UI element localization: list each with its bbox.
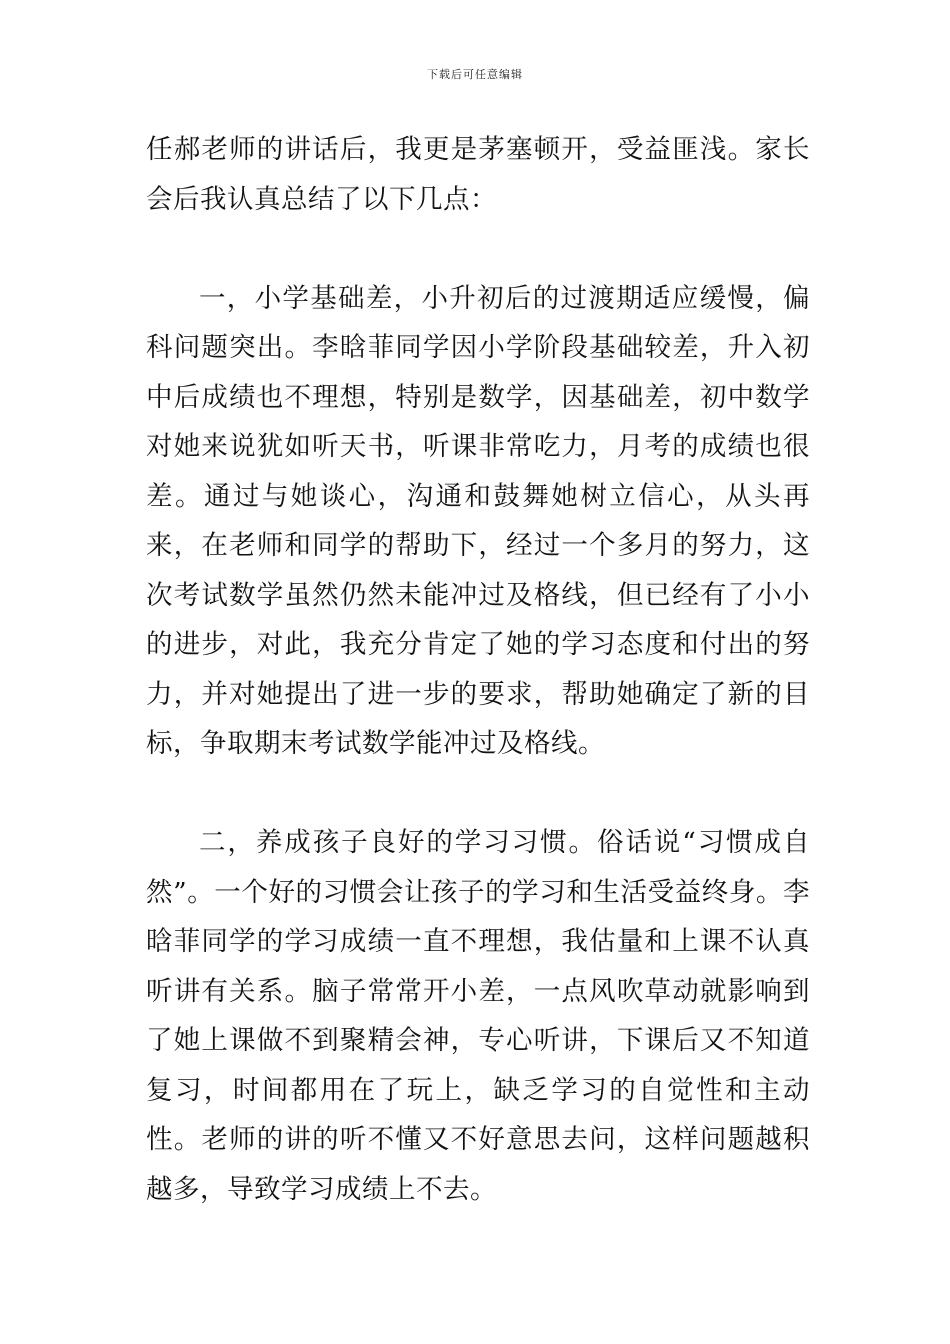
paragraph-point-one: 一，小学基础差，小升初后的过渡期适应缓慢，偏科问题突出。李晗菲同学因小学阶段基础较差，升入初中后成绩也不理想，特别是数学，因基础差，初中数学对她来说犹如听天书，听课非常吃力，月考的成绩也很差。通过与她谈心，沟通和鼓舞她树立信心，从头再来，在老师和同学的帮助下，经过一个多月的努力，这次考试数学虽然仍然未能冲过及格线，但已经有了小小的进步，对此，我充分肯定了她的学习态度和付出的努力，并对她提出了进一步的要求，帮助她确定了新的目标，争取期末考试数学能冲过及格线。: [146, 282, 810, 759]
paragraph-point-two: 二，养成孩子良好的学习习惯。俗话说“习惯成自然”。一个好的习惯会让孩子的学习和生活受益终身。李晗菲同学的学习成绩一直不理想，我估量和上课不认真听讲有关系。脑子常常开小差，一点风吹草动就影响到了她上课做不到聚精会神，专心听讲，下课后又不知道复习，时间都用在了玩上，缺乏学习的自觉性和主动性。老师的讲的听不懂又不好意思去问，这样问题越积越多，导致学习成绩上不去。: [146, 827, 810, 1205]
paragraph-intro: 任郝老师的讲话后，我更是茅塞顿开，受益匪浅。家长会后我认真总结了以下几点：: [146, 134, 810, 215]
document-body: [146, 125, 810, 1264]
page-header-note: 下载后可任意编辑: [427, 68, 523, 81]
